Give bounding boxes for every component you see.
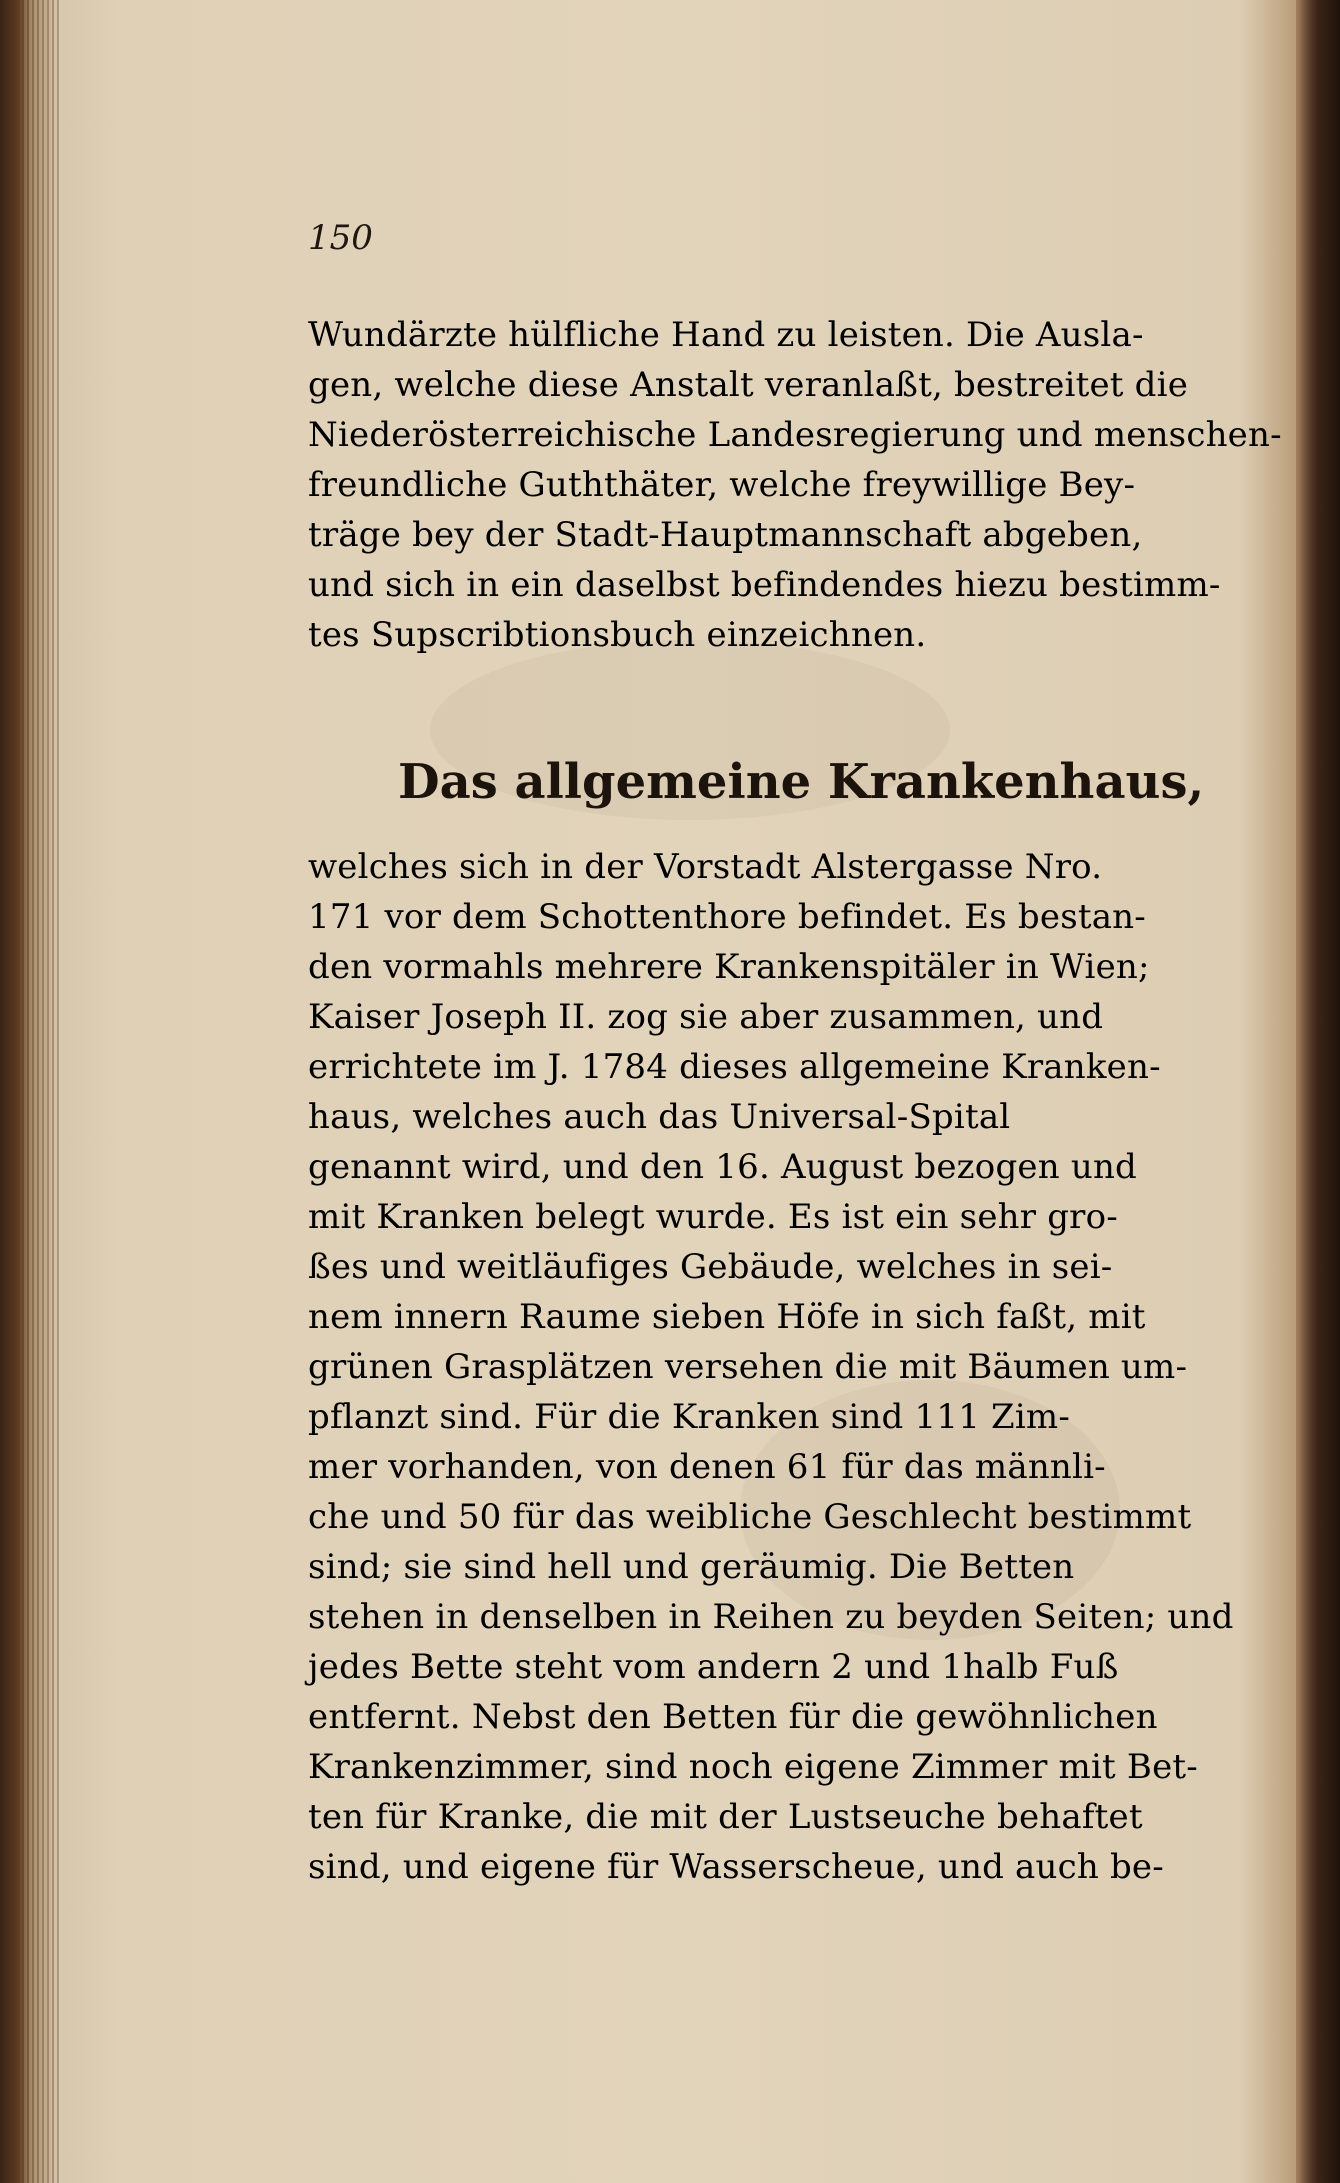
text-line: Krankenzimmer, sind noch eigene Zimmer mit Bet-	[308, 1747, 1198, 1787]
text-line: sind, und eigene für Wasserscheue, und auch be-	[308, 1847, 1164, 1887]
text-line: träge bey der Stadt-Hauptmannschaft abgeben,	[308, 515, 1143, 555]
text-line: entfernt. Nebst den Betten für die gewöhnlichen	[308, 1697, 1158, 1737]
text-line: stehen in denselben in Reihen zu beyden Seiten; und	[308, 1597, 1234, 1637]
text-line: Niederösterreichische Landesregierung und menschen-	[308, 415, 1282, 455]
text-line: ten für Kranke, die mit der Lustseuche behaftet	[308, 1797, 1143, 1837]
section-heading: Das allgemeine Krankenhaus,	[398, 754, 1205, 810]
text-line: pflanzt sind. Für die Kranken sind 111 Zim-	[308, 1397, 1071, 1437]
text-line: nem innern Raume sieben Höfe in sich faßt, mit	[308, 1297, 1146, 1337]
paragraph-1	[308, 310, 1282, 660]
text-line: haus, welches auch das Universal-Spital	[308, 1097, 1011, 1137]
text-line: ßes und weitläufiges Gebäude, welches in sei-	[308, 1247, 1113, 1287]
book-binding-edge	[1296, 0, 1340, 2183]
paragraph-2	[308, 842, 1234, 1892]
text-line: den vormahls mehrere Krankenspitäler in Wien;	[308, 947, 1150, 987]
page-edges-left	[22, 0, 62, 2183]
text-line: errichtete im J. 1784 dieses allgemeine Kranken-	[308, 1047, 1161, 1087]
text-line: 171 vor dem Schottenthore befindet. Es bestan-	[308, 897, 1146, 937]
text-line: grünen Grasplätzen versehen die mit Bäumen um-	[308, 1347, 1188, 1387]
text-line: Wundärzte hülfliche Hand zu leisten. Die Ausla-	[308, 315, 1144, 355]
text-line: che und 50 für das weibliche Geschlecht bestimmt	[308, 1497, 1192, 1537]
text-line: Kaiser Joseph II. zog sie aber zusammen, und	[308, 997, 1104, 1037]
text-line: genannt wird, und den 16. August bezogen und	[308, 1147, 1138, 1187]
text-line: tes Supscribtionsbuch einzeichnen.	[308, 615, 927, 655]
text-line: welches sich in der Vorstadt Alstergasse Nro.	[308, 847, 1103, 887]
text-line: gen, welche diese Anstalt veranlaßt, bestreitet die	[308, 365, 1189, 405]
text-line: mit Kranken belegt wurde. Es ist ein sehr gro-	[308, 1197, 1118, 1237]
page-number: 150	[308, 218, 373, 258]
text-line: und sich in ein daselbst befindendes hiezu bestimm-	[308, 565, 1221, 605]
text-line: freundliche Guththäter, welche freywillige Bey-	[308, 465, 1136, 505]
text-line: mer vorhanden, von denen 61 für das männli-	[308, 1447, 1106, 1487]
text-line: jedes Bette steht vom andern 2 und 1halb Fuß	[308, 1647, 1119, 1687]
text-line: sind; sie sind hell und geräumig. Die Betten	[308, 1547, 1075, 1587]
